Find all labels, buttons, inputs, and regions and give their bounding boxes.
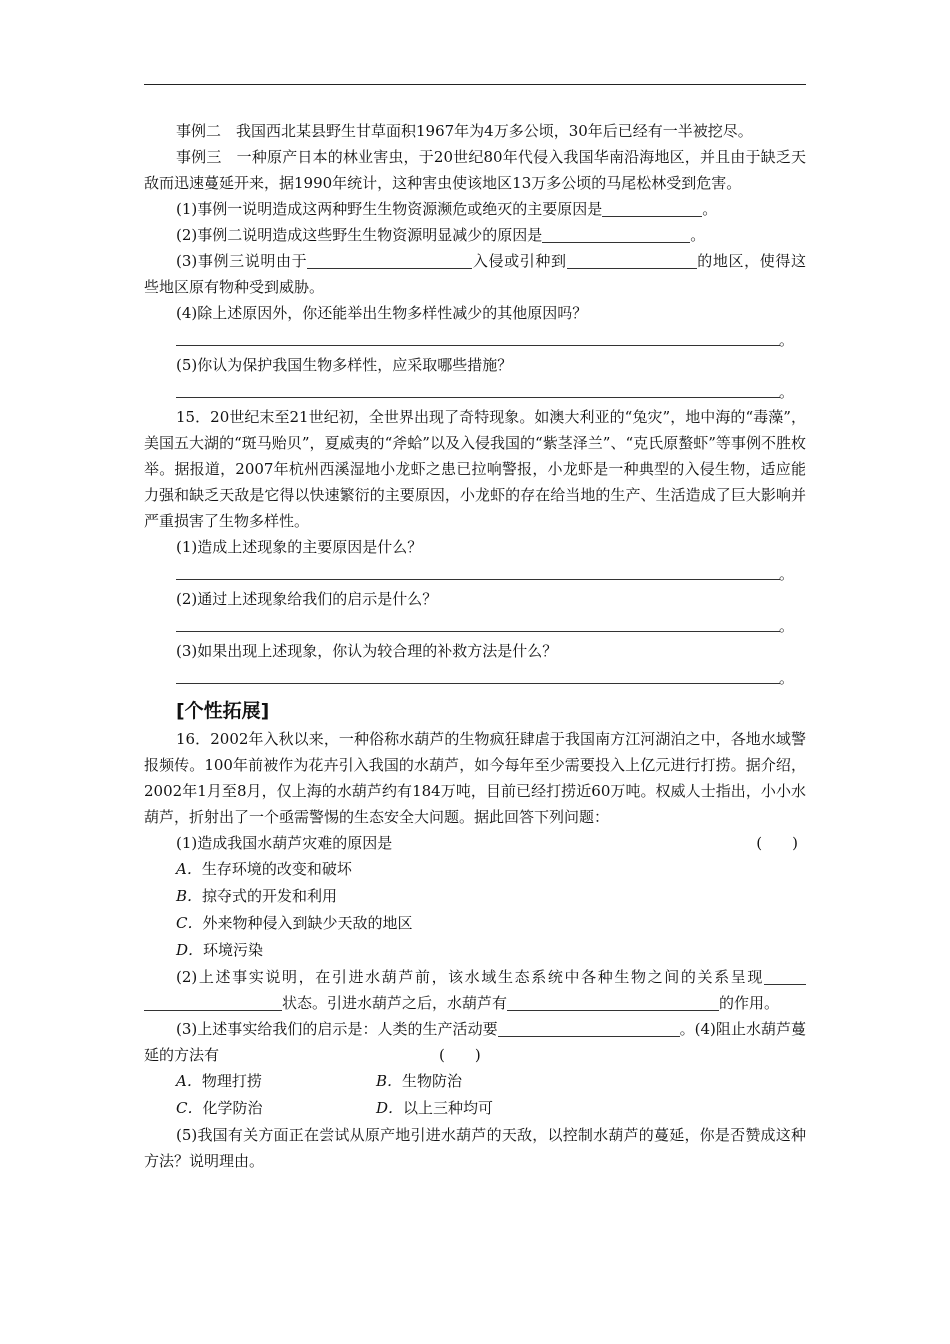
q16-sub2: (2)上述事实说明，在引进水葫芦前，该水域生态系统中各种生物之间的关系呈现状态。引进水葫芦之后，水葫芦有 的作用。 bbox=[144, 964, 806, 1016]
q16-sub3: (3)上述事实给我们的启示是：人类的生产活动要 。(4)阻止水葫芦蔓延的方法有 ( ) bbox=[144, 1020, 807, 1064]
header-rule bbox=[144, 84, 806, 85]
answer-line[interactable]: 。 bbox=[176, 612, 806, 638]
q16-sub1: (1)造成我国水葫芦灾难的原因是 ( ) bbox=[144, 830, 806, 856]
q15-sub3: (3)如果出现上述现象，你认为较合理的补救方法是什么？ bbox=[176, 642, 558, 660]
answer-blank[interactable] bbox=[602, 200, 702, 217]
q16-options-row-2 bbox=[144, 1095, 806, 1122]
content bbox=[144, 118, 806, 1174]
answer-blank[interactable] bbox=[567, 252, 697, 269]
option-c[interactable]: C．外来物种侵入到缺少天敌的地区 bbox=[176, 914, 413, 932]
q16-options-row-1 bbox=[144, 1068, 806, 1095]
section-heading: [个性拓展] bbox=[176, 700, 270, 722]
q15-sub1: (1)造成上述现象的主要原因是什么？ bbox=[176, 538, 423, 556]
case-two: 事例二 我国西北某县野生甘草面积1967年为4万多公顷，30年后已经有一半被挖尽。 bbox=[176, 122, 753, 140]
option-b[interactable]: B．掠夺式的开发和利用 bbox=[176, 887, 338, 905]
q16-sub5: (5)我国有关方面正在尝试从原产地引进水葫芦的天敌，以控制水葫芦的蔓延，你是否赞成这种方法？说明理由。 bbox=[144, 1126, 806, 1170]
answer-line[interactable]: 。 bbox=[176, 664, 806, 690]
case-three: 事例三 一种原产日本的林业害虫，于20世纪80年代侵入我国华南沿海地区，并且由于缺乏天敌而迅速蔓延开来，据1990年统计，这种害虫使该地区13万多公顷的马尾松林受到危害。 bbox=[144, 148, 806, 192]
answer-blank[interactable] bbox=[764, 968, 806, 985]
answer-line[interactable]: 。 bbox=[176, 560, 806, 586]
q16-stem: 16．2002年入秋以来，一种俗称水葫芦的生物疯狂肆虐于我国南方江河湖泊之中，各地水域警报频传。100年前被作为花卉引入我国的水葫芦，如今每年至少需要投入上亿元进行打捞。据介绍，2002年1月至8月，仅上海的水葫芦约有184万吨，目前已经打捞近60万吨。权威人士指出，小小水葫芦，折射出了一个亟需警惕的生态安全大问题。据此回答下列问题： bbox=[144, 730, 806, 826]
q15-stem: 15．20世纪末至21世纪初，全世界出现了奇特现象。如澳大利亚的“兔灾”，地中海的“毒藻”，美国五大湖的“斑马贻贝”，夏威夷的“斧蛤”以及入侵我国的“紫茎泽兰”、“克氏原螯虾”等事例不胜枚举。据报道，2007年杭州西溪湿地小龙虾之患已拉响警报，小龙虾是一种典型的入侵生物，适应能力强和缺乏天敌是它得以快速繁衍的主要原因，小龙虾的存在给当地的生产、生活造成了巨大影响并严重损害了生物多样性。 bbox=[144, 408, 806, 530]
answer-line[interactable]: 。 bbox=[176, 378, 806, 404]
option-c[interactable]: C．化学防治 bbox=[176, 1099, 263, 1117]
answer-blank[interactable] bbox=[307, 252, 472, 269]
q14-sub4: (4)除上述原因外，你还能举出生物多样性减少的其他原因吗？ bbox=[176, 304, 588, 322]
answer-paren[interactable]: ( ) bbox=[756, 834, 798, 852]
answer-blank[interactable] bbox=[542, 226, 690, 243]
option-a[interactable]: A．生存环境的改变和破坏 bbox=[176, 860, 352, 878]
q15-sub2: (2)通过上述现象给我们的启示是什么？ bbox=[176, 590, 438, 608]
q14-sub2: (2)事例二说明造成这些野生生物资源明显减少的原因是 。 bbox=[176, 226, 706, 244]
option-d[interactable]: D．环境污染 bbox=[176, 941, 264, 959]
q14-sub3: (3)事例三说明由于 入侵或引种到 的地区，使得这些地区原有物种受到威胁。 bbox=[144, 252, 806, 296]
answer-blank[interactable] bbox=[498, 1020, 680, 1037]
answer-blank[interactable] bbox=[144, 994, 282, 1011]
q14-sub1: (1)事例一说明造成这两种野生生物资源濒危或绝灭的主要原因是 。 bbox=[176, 200, 718, 218]
option-b[interactable]: B．生物防治 bbox=[376, 1072, 463, 1090]
answer-paren[interactable]: ( ) bbox=[439, 1046, 481, 1064]
answer-line[interactable]: 。 bbox=[176, 326, 806, 352]
answer-blank[interactable] bbox=[507, 994, 719, 1011]
option-d[interactable]: D．以上三种均可 bbox=[376, 1099, 494, 1117]
q14-sub5: (5)你认为保护我国生物多样性，应采取哪些措施？ bbox=[176, 356, 513, 374]
option-a[interactable]: A．物理打捞 bbox=[176, 1072, 262, 1090]
